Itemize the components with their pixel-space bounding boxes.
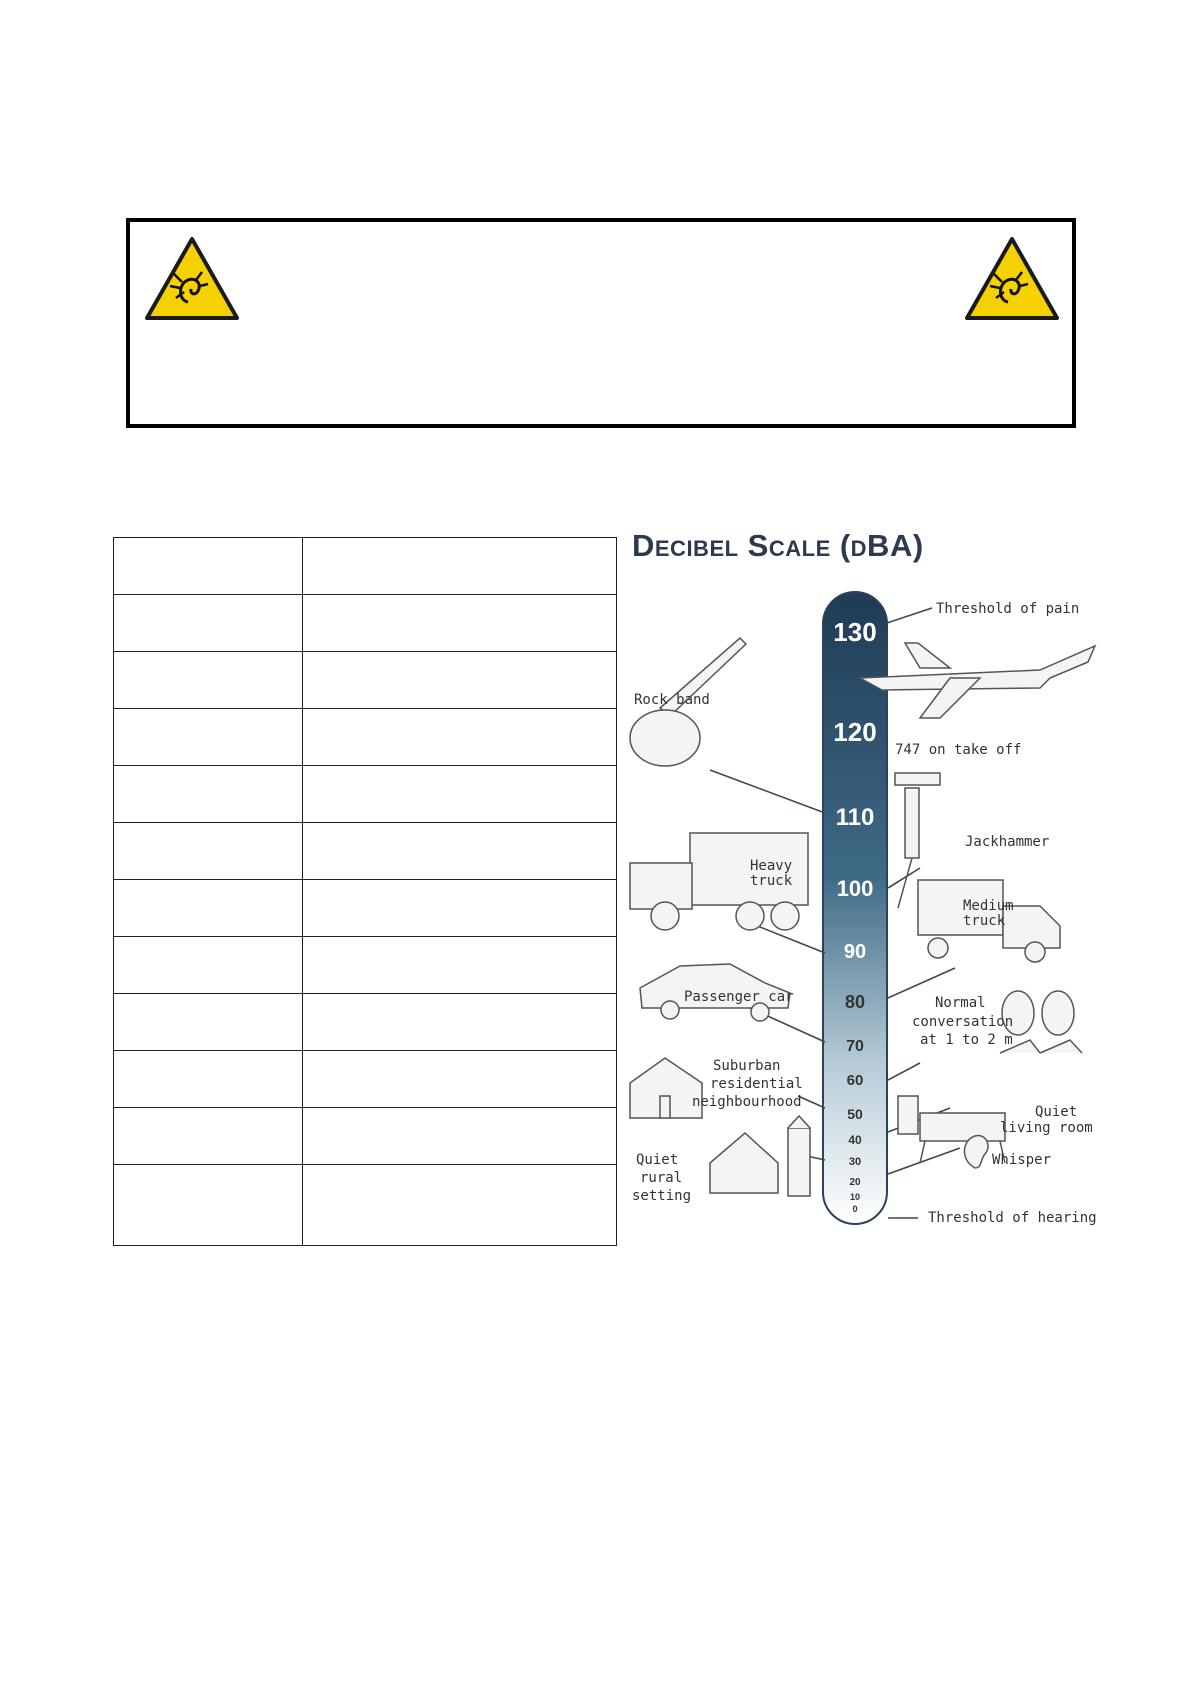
airplane-icon	[860, 643, 1095, 718]
tick-label: 10	[849, 1192, 861, 1202]
label-whisper: Whisper	[992, 1152, 1052, 1168]
label-quiet-rural-setting: Quiet	[636, 1152, 679, 1168]
table-cell	[114, 538, 303, 595]
table-cell	[114, 937, 303, 994]
hearing-warning-box	[126, 218, 1076, 428]
label-heavy-truck: Heavy	[750, 858, 793, 874]
label-normal-conversation: at 1 to 2 m	[920, 1032, 1013, 1048]
table-row	[114, 709, 617, 766]
label-quiet-living-room: living room	[1000, 1120, 1093, 1136]
barn-icon	[710, 1116, 810, 1196]
table-cell	[114, 709, 303, 766]
label-quiet-rural-setting: rural	[640, 1170, 683, 1186]
label-passenger-car: Passenger car	[684, 989, 794, 1005]
tick-label: 90	[843, 941, 867, 963]
tick-label: 30	[848, 1156, 862, 1168]
table-row	[114, 595, 617, 652]
table-row	[114, 766, 617, 823]
tick-label: 70	[846, 1038, 864, 1055]
ear-icon	[964, 1136, 988, 1168]
decibel-scale-title: Decibel Scale (dBA)	[632, 528, 924, 563]
table-cell	[303, 766, 617, 823]
table-cell	[303, 538, 617, 595]
label-suburban: residential	[710, 1076, 803, 1092]
ear-noise-warning-icon	[964, 236, 1060, 322]
table-row	[114, 1165, 617, 1246]
table-cell	[303, 1108, 617, 1165]
tick-label: 120	[833, 717, 877, 747]
table-cell	[114, 652, 303, 709]
table-cell	[303, 652, 617, 709]
noise-level-table	[113, 537, 617, 1246]
table-cell	[114, 1051, 303, 1108]
label-normal-conversation: Normal	[935, 995, 986, 1011]
label-rock-band: Rock band	[634, 692, 710, 708]
label-747-take-off: 747 on take off	[895, 742, 1022, 758]
label-quiet-rural-setting: setting	[632, 1188, 692, 1204]
label-quiet-living-room: Quiet	[1035, 1104, 1078, 1120]
table-cell	[114, 1108, 303, 1165]
tick-label: 110	[835, 804, 875, 831]
tick-label: 40	[848, 1133, 862, 1147]
table-row	[114, 652, 617, 709]
table-row	[114, 880, 617, 937]
table-cell	[303, 880, 617, 937]
table-cell	[303, 823, 617, 880]
label-threshold-of-hearing: Threshold of hearing	[928, 1210, 1097, 1226]
table-cell	[303, 937, 617, 994]
label-threshold-of-pain: Threshold of pain	[936, 601, 1080, 617]
tick-label: 60	[846, 1072, 864, 1089]
tick-label: 80	[844, 992, 866, 1012]
tick-label: 20	[849, 1177, 861, 1188]
table-cell	[303, 1051, 617, 1108]
table-cell	[303, 1165, 617, 1246]
decibel-scale-illustration	[620, 528, 1100, 1228]
label-normal-conversation: conversation	[912, 1014, 1014, 1030]
table-cell	[114, 823, 303, 880]
label-heavy-truck: truck	[750, 873, 793, 889]
table-row	[114, 538, 617, 595]
label-medium-truck: truck	[963, 913, 1006, 929]
label-jackhammer: Jackhammer	[965, 834, 1050, 850]
table-cell	[114, 595, 303, 652]
table-row	[114, 823, 617, 880]
table-row	[114, 1051, 617, 1108]
table-cell	[303, 595, 617, 652]
table-row	[114, 937, 617, 994]
table-cell	[114, 880, 303, 937]
tick-label: 130	[833, 617, 877, 647]
table-cell	[303, 994, 617, 1051]
decibel-scale-figure	[620, 528, 1100, 1228]
table-row	[114, 994, 617, 1051]
table-cell	[114, 1165, 303, 1246]
tick-label: 100	[836, 876, 874, 901]
table-cell	[114, 994, 303, 1051]
label-suburban: Suburban	[713, 1058, 781, 1074]
table-cell	[303, 709, 617, 766]
ear-noise-warning-icon	[144, 236, 240, 322]
table-cell	[114, 766, 303, 823]
tick-label: 50	[847, 1106, 863, 1122]
label-suburban: neighbourhood	[692, 1094, 802, 1110]
label-medium-truck: Medium	[963, 898, 1014, 914]
living-room-icon	[898, 1096, 1005, 1163]
tick-label: 0	[852, 1204, 858, 1214]
table-row	[114, 1108, 617, 1165]
